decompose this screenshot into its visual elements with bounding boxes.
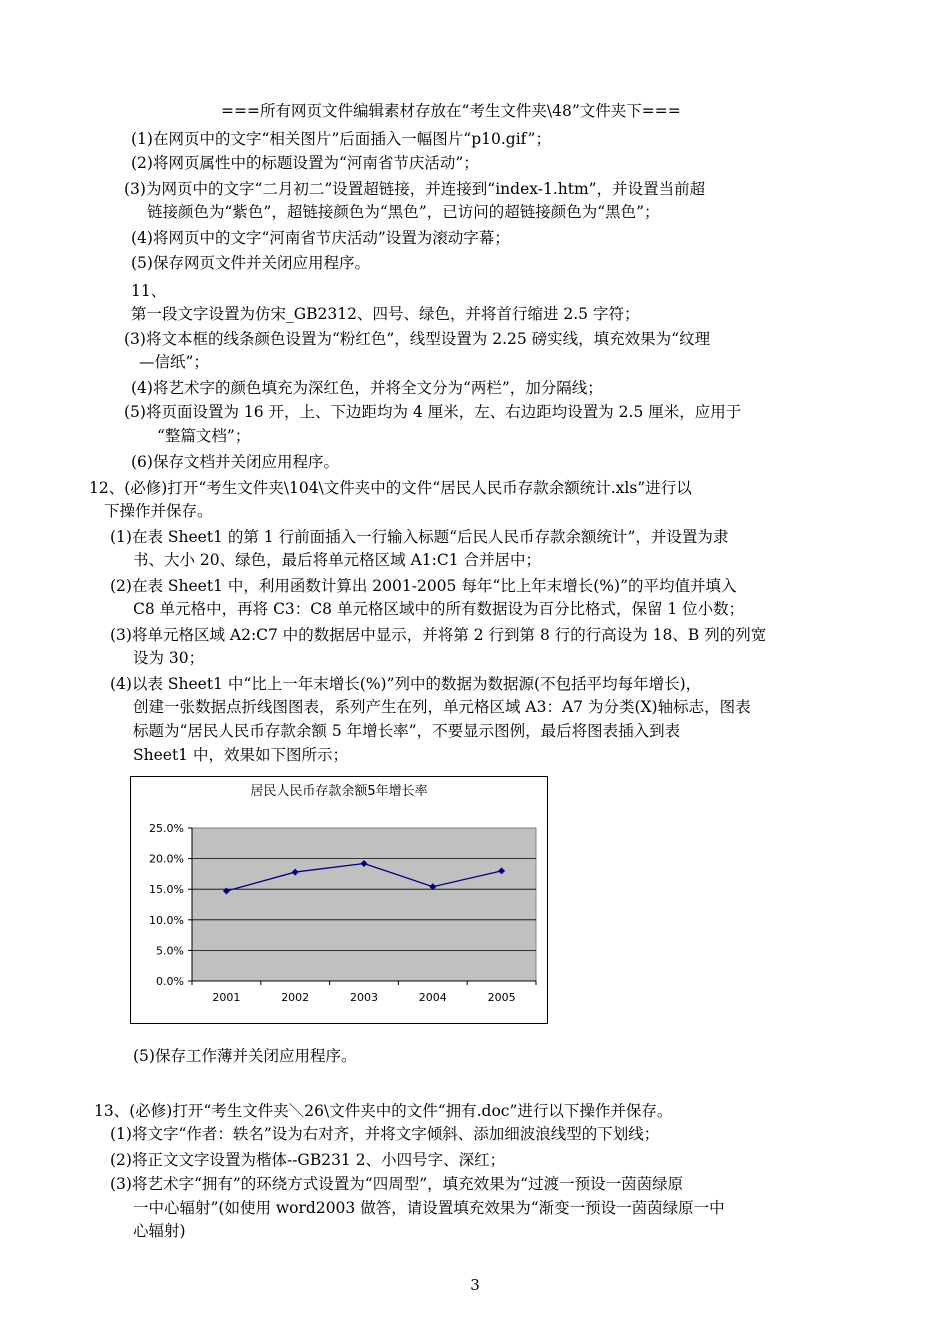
text-line: —信纸”； <box>139 353 209 371</box>
text-line: (5)将页面设置为 16 开，上、下边距均为 4 厘米，左、右边距均设置为 2.5 厘米，应用于 <box>124 403 742 421</box>
text-line: “整篇文档”； <box>157 427 251 445</box>
text-line: (4)将艺术字的颜色填充为深红色，并将全文分为“两栏”，加分隔线； <box>131 379 603 397</box>
text-line: (1)将文字“作者：轶名”设为右对齐，并将文字倾斜、添加细波浪线型的下划线； <box>110 1125 660 1143</box>
chart-title: 居民人民币存款余额5年增长率 <box>250 784 428 799</box>
y-tick-label: 0.0% <box>156 975 184 988</box>
text-line: (6)保存文档并关闭应用程序。 <box>131 453 339 471</box>
text-line: 13、(必修)打开“考生文件夹＼26\文件夹中的文件“拥有.doc”进行以下操作并保存。 <box>94 1102 673 1120</box>
line-chart <box>130 776 548 1024</box>
text-line: 标题为“居民人民币存款余额 5 年增长率”，不要显示图例，最后将图表插入到表 <box>133 722 681 740</box>
text-line: (2)将网页属性中的标题设置为“河南省节庆活动”； <box>131 154 479 172</box>
text-line: Sheet1 中，效果如下图所示； <box>133 746 348 764</box>
text-line: (5)保存工作薄并关闭应用程序。 <box>133 1047 357 1065</box>
text-line: 下操作并保存。 <box>104 502 213 520</box>
text-line: (3)为网页中的文字“二月初二”设置超链接，并连接到“index-1.htm”，并设置当前超 <box>124 180 706 198</box>
text-line: 第一段文字设置为仿宋_GB2312、四号、绿色，并将首行缩进 2.5 字符； <box>131 305 640 323</box>
y-tick-label: 20.0% <box>149 852 184 866</box>
text-line: (4)将网页中的文字“河南省节庆活动”设置为滚动字幕； <box>131 229 510 247</box>
x-tick-label: 2002 <box>281 991 310 1004</box>
text-line: 书、大小 20、绿色，最后将单元格区域 A1:C1 合并居中； <box>133 551 542 569</box>
text-line: (3)将艺术字“拥有”的环绕方式设置为“四周型”，填充效果为“过渡一预设一茵茵绿原 <box>110 1175 684 1193</box>
text-line: 链接颜色为“紫色”，超链接颜色为“黑色”，已访问的超链接颜色为“黑色”； <box>147 203 660 221</box>
text-line: (1)在网页中的文字“相关图片”后面插入一幅图片“p10.gif”； <box>131 130 551 148</box>
y-tick-label: 5.0% <box>156 944 184 958</box>
y-tick-label: 15.0% <box>149 883 184 897</box>
text-line: 心辐射) <box>133 1222 186 1240</box>
x-tick-label: 2004 <box>418 991 447 1004</box>
text-line: (2)将正文文字设置为楷体--GB231 2、小四号字、深红； <box>110 1151 506 1169</box>
text-line: (3)将单元格区域 A2:C7 中的数据居中显示，并将第 2 行到第 8 行的行高设为 18、B 列的列宽 <box>110 626 767 644</box>
x-tick-label: 2001 <box>212 991 241 1004</box>
y-tick-label: 25.0% <box>149 822 184 835</box>
x-tick-label: 2003 <box>350 991 378 1004</box>
plot-area <box>192 828 536 981</box>
page-number: 3 <box>470 1276 480 1294</box>
text-line: 一中心辐射”(如使用 word2003 做答，请设置填充效果为“渐变一预设一茵茵绿原一中 <box>133 1199 725 1217</box>
text-line: C8 单元格中，再将 C3：C8 单元格区域中的所有数据设为百分比格式，保留 1 位小数； <box>133 600 745 618</box>
chart-svg <box>131 777 547 1023</box>
y-tick-label: 10.0% <box>149 913 184 927</box>
text-line: 设为 30； <box>133 649 205 667</box>
text-line: 11、 <box>131 282 167 300</box>
text-line: 12、(必修)打开“考生文件夹\104\文件夹中的文件“居民人民币存款余额统计.xls”进行以 <box>89 479 692 497</box>
text-line: (3)将文本框的线条颜色设置为“粉红色”，线型设置为 2.25 磅实线，填充效果为“纹理 <box>124 330 711 348</box>
x-tick-label: 2005 <box>487 991 516 1004</box>
text-line: ===所有网页文件编辑素材存放在“考生文件夹\48”文件夹下=== <box>221 102 681 120</box>
text-line: (1)在表 Sheet1 的第 1 行前面插入一行输入标题“后民人民币存款余额统计”，并设置为隶 <box>110 528 729 546</box>
text-line: (2)在表 Sheet1 中，利用函数计算出 2001-2005 每年“比上年末增长(%)”的平均值并填入 <box>110 577 737 595</box>
text-line: (5)保存网页文件并关闭应用程序。 <box>131 254 370 272</box>
text-line: 创建一张数据点折线图图表，系列产生在列，单元格区域 A3：A7 为分类(X)轴标志，图表 <box>133 698 751 716</box>
text-line: (4)以表 Sheet1 中“比上一年末增长(%)”列中的数据为数据源(不包括平均每年增长)， <box>110 675 702 693</box>
